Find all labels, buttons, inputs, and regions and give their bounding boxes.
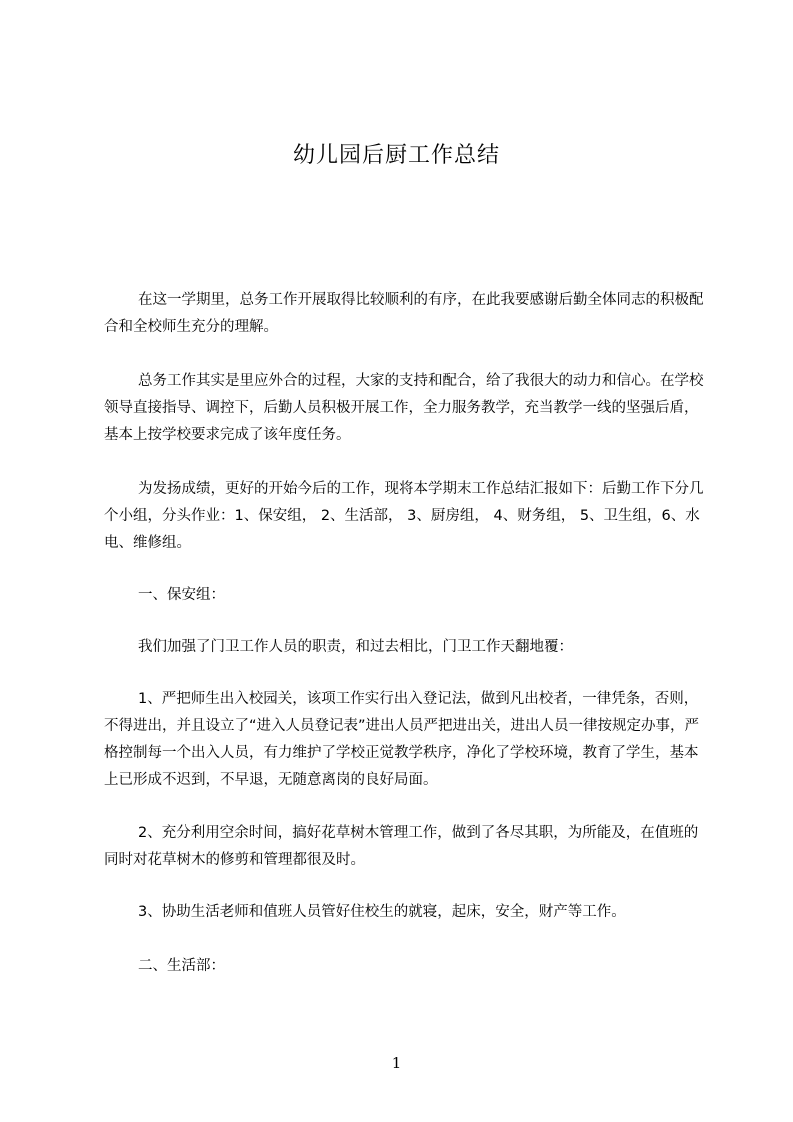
paragraph-overview: 总务工作其实是里应外合的过程，大家的支持和配合，给了我很大的动力和信心。在学校领导直接指导、调控下，后勤人员积极开展工作，全力服务教学，充当教学一线的坚强后盾，基本上按学校要求完成了该年度任务。	[104, 373, 704, 443]
section-security-intro: 我们加强了门卫工作人员的职责，和过去相比，门卫工作天翻地覆：	[138, 639, 573, 655]
paragraph-intro: 在这一学期里，总务工作开展取得比较顺利的有序，在此我要感谢后勤全体同志的积极配合和全校师生充分的理解。	[104, 292, 704, 335]
paragraph-summary: 为发扬成绩，更好的开始今后的工作，现将本学期末工作总结汇报如下：后勤工作下分几个小组，分头作业：1、保安组， 2、生活部， 3、厨房组， 4、财务组， 5、卫生组，6、水电、维修组。	[104, 481, 704, 551]
security-item-1: 1、严把师生出入校园关，该项工作实行出入登记法，做到凡出校者，一律凭条，否则，不得进出，并且设立了“进入人员登记表”进出人员严把进出关，进出人员一律按规定办事，严格控制每一个出入人员，有力维护了学校正觉教学秩序，净化了学校环境，教育了学生，基本上已形成不迟到，不早退，无随意离岗的良好局面。	[104, 691, 700, 788]
section-heading-living: 二、生活部：	[138, 958, 225, 974]
security-item-3: 3、协助生活老师和值班人员管好住校生的就寝，起床，安全，财产等工作。	[138, 904, 626, 920]
document-title: 幼儿园后厨工作总结	[292, 143, 500, 168]
section-heading-security: 一、保安组：	[138, 587, 225, 603]
security-item-2: 2、充分利用空余时间，搞好花草树木管理工作，做到了各尽其职，为所能及，在值班的同时对花草树木的修剪和管理都很及时。	[104, 825, 699, 868]
page-number: 1	[391, 1054, 402, 1072]
